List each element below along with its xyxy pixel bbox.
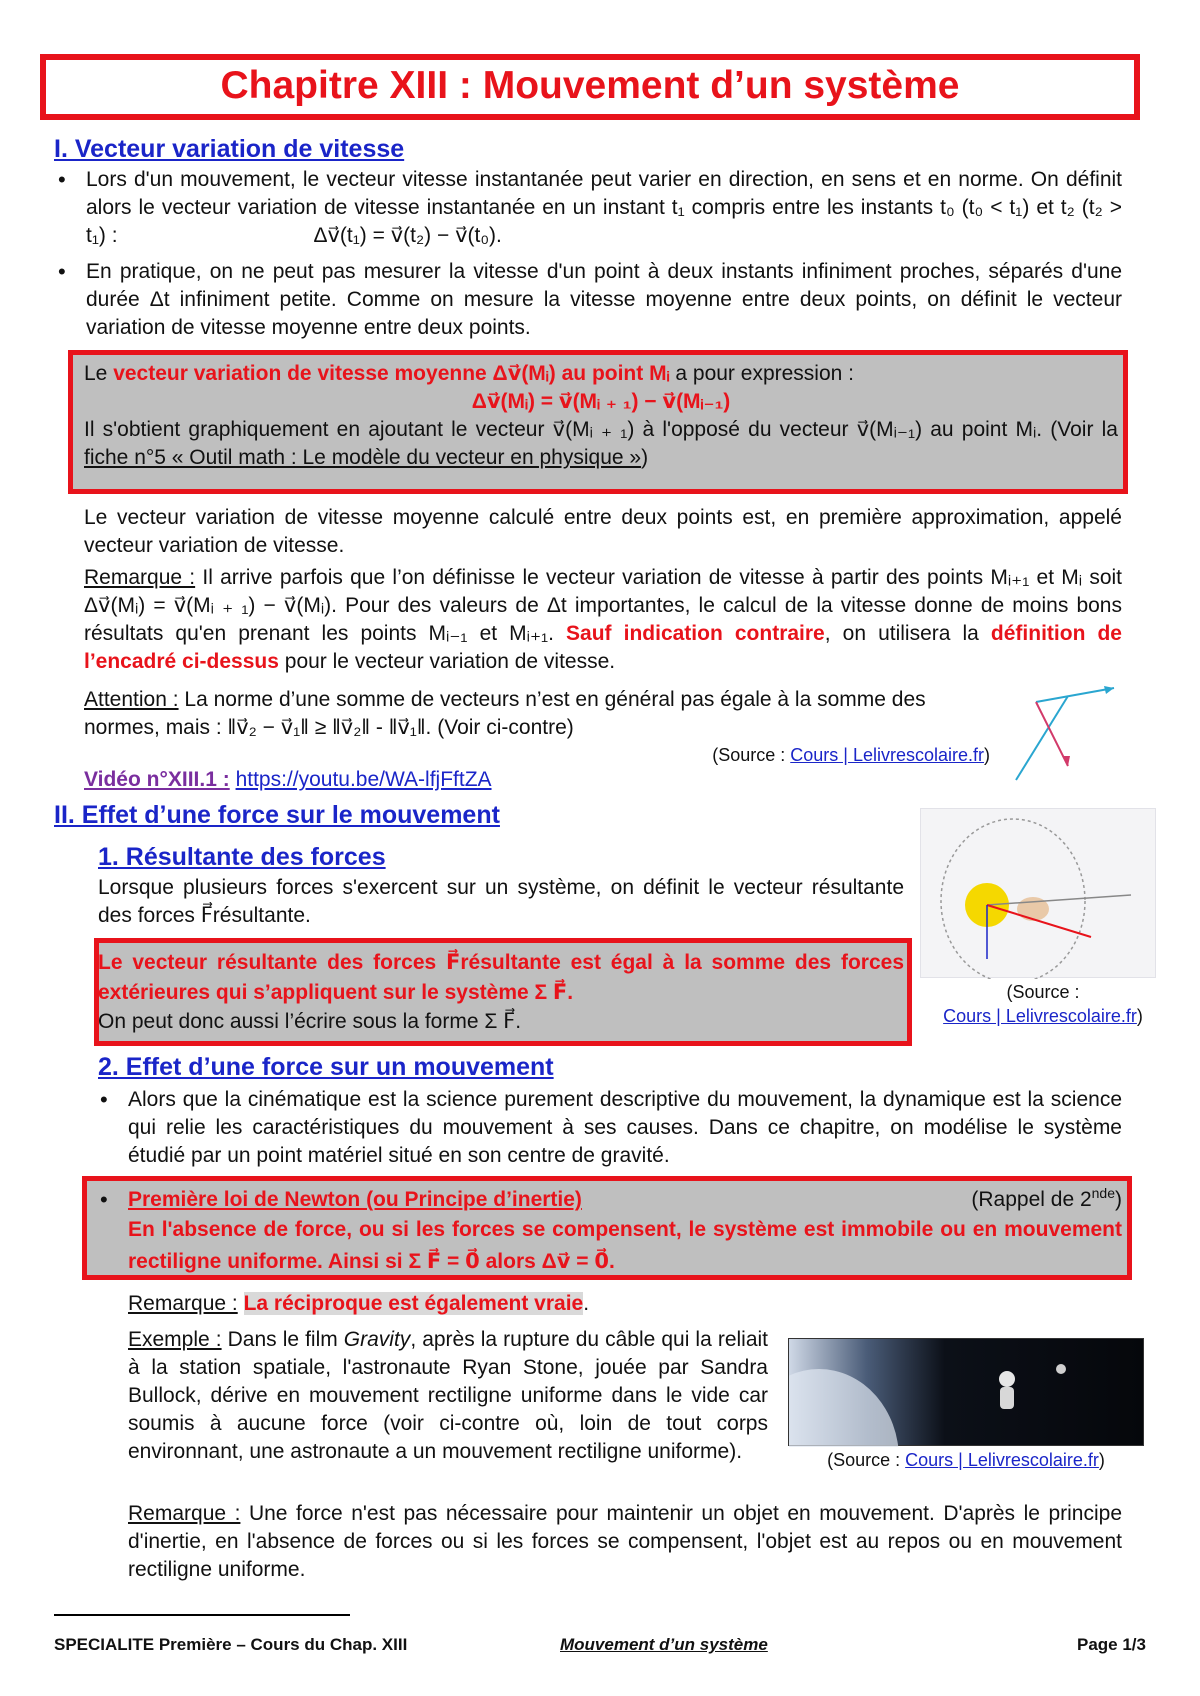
newton-rappel: [971, 1186, 1122, 1214]
bullet-dynamics: • Alors que la cinématique est la science purement descriptive du mouvement, la dynamique est la science qui relie les caractéristiques du mouvement à ses causes. Dans ce chapitre, on modélise le système étudié par un point matériel situé en son centre de gravité.: [98, 1086, 1122, 1170]
formula-instant: Δv⃗(t₁) = v⃗(t₂) − v⃗(t₀).: [313, 224, 502, 247]
approximation-paragraph: Le vecteur variation de vitesse moyenne calculé entre deux points est, en première approximation, appelé vecteur variation de vitesse.: [84, 506, 1122, 557]
source-1-link[interactable]: Cours | Lelivrescolaire.fr: [790, 745, 984, 765]
newton-content: [98, 1186, 1122, 1278]
rappel-text: (Rappel de 2: [971, 1188, 1092, 1211]
remark-label: Remarque :: [128, 1502, 241, 1525]
example-label: Exemple :: [128, 1328, 222, 1351]
astronaut-shape: [1056, 1364, 1066, 1374]
source-post: ): [984, 745, 990, 765]
attention-label: Attention :: [84, 688, 179, 711]
source-3: [788, 1448, 1144, 1472]
bullet-mean-variation: • En pratique, on ne peut pas mesurer la vitesse d'un point à deux instants infiniment proches, séparés d'une durée Δt infiniment petite. Comme on mesure la vitesse moyenne entre deux points, on définit le vecteur variation de vitesse moyenne entre deux points.: [56, 258, 1122, 342]
astronaut-shape: [1000, 1387, 1014, 1409]
source-pre: (Source :: [827, 1450, 906, 1470]
video-line: [84, 766, 492, 794]
remark-label: Remarque :: [128, 1292, 238, 1315]
remark-emphasis: Sauf indication contraire: [566, 622, 825, 645]
video-link[interactable]: https://youtu.be/WA-lfjFftZA: [235, 768, 492, 791]
def-end: ): [641, 446, 649, 469]
vector-v1-line: [1016, 696, 1068, 780]
remark-3: [128, 1500, 1122, 1584]
newton-statement: En l'absence de force, ou si les forces se compensent, le système est immobile ou en mouvement rectiligne uniforme. Ainsi si Σ F⃗ = 0⃗ alors Δv⃗ = 0⃗.: [128, 1218, 1122, 1273]
remark-1: [84, 564, 1122, 676]
rappel-end: ): [1115, 1188, 1122, 1211]
def-intro: Le: [84, 362, 114, 385]
remark-text: pour le vecteur variation de vitesse.: [278, 650, 616, 673]
remark-end: .: [583, 1292, 590, 1315]
rappel-sup: nde: [1091, 1185, 1115, 1201]
force-line: [987, 895, 1131, 905]
video-label: Vidéo n°XIII.1 :: [84, 768, 230, 791]
remark-text: Une force n'est pas nécessaire pour maintenir un objet en mouvement. D'après le principe d'inertie, en l'absence de forces ou si les forces se compensent, l'objet est au repos ou en mouvement rectiligne uniforme.: [128, 1502, 1122, 1581]
film-title: Gravity: [343, 1328, 411, 1351]
source-3-link[interactable]: Cours | Lelivrescolaire.fr: [905, 1450, 1099, 1470]
footer-rule: [54, 1614, 350, 1616]
source-pre: (Source :: [712, 745, 791, 765]
source-1: [680, 744, 990, 766]
orbit-figure: [920, 808, 1156, 978]
fiche-link[interactable]: fiche n°5 « Outil math : Le modèle du vecteur en physique »: [84, 446, 642, 469]
remark-emphasis: La réciproque est également vraie: [243, 1292, 584, 1315]
earth-shape: [789, 1369, 899, 1447]
subsection-2-heading: 2. Effet d’une force sur un mouvement: [98, 1053, 554, 1081]
footer-left: SPECIALITE Première – Cours du Chap. XIII: [54, 1635, 408, 1654]
attention-text: La norme d’une somme de vecteurs n’est en général pas égale à la somme des normes, mais : ‖v⃗₂ − v⃗₁‖ ≥ ‖v⃗₂‖ - ‖v⃗₁‖. (Voir ci-contre): [84, 688, 926, 739]
source-post: ): [1136, 1006, 1143, 1026]
remark-emphasis: définition de l’encadré ci-dessus: [84, 622, 1122, 673]
newton-law: [98, 1186, 1122, 1278]
bullet-text: Lors d'un mouvement, le vecteur vitesse instantanée peut varier en direction, en sens et en norme. On définit alors le vecteur variation de vitesse instantanée en un instant t₁ compris entre les instants t₀ (t₀ < t₁) et t₂ (t₂ > t₁) :: [86, 168, 1122, 247]
arrow-head: [1062, 756, 1070, 766]
subsection-1-heading: 1. Résultante des forces: [98, 843, 386, 871]
source-pre: (Source :: [1006, 982, 1080, 1002]
source-2: [930, 980, 1156, 1028]
remark-text: , on utilisera la: [824, 622, 991, 645]
astronaut-shape: [999, 1371, 1015, 1387]
gravity-image: [788, 1338, 1144, 1446]
example-gravity: [128, 1326, 768, 1466]
def-line3: Il s'obtient graphiquement en ajoutant le vecteur v⃗(Mᵢ ₊ ₁) à l'opposé du vecteur v⃗(Mᵢ₋₁) au point Mᵢ. (Voir la: [84, 418, 1118, 441]
footer-page: Page 1/3: [1077, 1635, 1146, 1654]
source-2-link[interactable]: Cours | Lelivrescolaire.fr: [943, 1006, 1137, 1026]
resultant-box-content: [98, 948, 904, 1036]
source-post: ): [1098, 1450, 1105, 1470]
resultant-definition: Le vecteur résultante des forces F⃗résultante est égal à la somme des forces extérieures qui s’appliquent sur le système Σ F⃗.: [98, 951, 904, 1004]
astronaut-scene: [789, 1339, 1145, 1447]
section-1-heading: I. Vecteur variation de vitesse: [54, 135, 405, 163]
def-after: a pour expression :: [669, 362, 854, 385]
example-text: Dans le film: [221, 1328, 344, 1351]
dynamics-bullets: [98, 1086, 1122, 1170]
resultant-sum-note: On peut donc aussi l’écrire sous la forme Σ F⃗.: [98, 1010, 522, 1033]
page-title: Chapitre XIII : Mouvement d’un système: [220, 64, 960, 107]
newton-title: Première loi de Newton (ou Principe d’inertie): [128, 1188, 582, 1211]
orbit-diagram: [921, 809, 1157, 979]
section-1-bullets: [56, 166, 1122, 342]
remark-label: Remarque :: [84, 566, 196, 589]
definition-content: [84, 360, 1118, 472]
example-text: , après la rupture du câble qui la reliait à la station spatiale, l'astronaute Ryan Stone, jouée par Sandra Bullock, dérive en mouvement rectiligne uniforme dans le vide car soumis à aucune force (voir ci-contre où, loin de tout corps environnant, une astronaute a un mouvement rectiligne uniforme).: [128, 1328, 769, 1463]
def-term: vecteur variation de vitesse moyenne Δv⃗(Mᵢ) au point Mᵢ: [113, 362, 670, 385]
remark-2: [128, 1290, 589, 1318]
footer-center: Mouvement d’un système: [560, 1635, 768, 1654]
def-formula: Δv⃗(Mᵢ) = v⃗(Mᵢ ₊ ₁) − v⃗(Mᵢ₋₁): [471, 390, 731, 413]
bullet-instant-variation: [56, 166, 1122, 250]
vector-v2-line: [1036, 688, 1114, 702]
resultant-intro: Lorsque plusieurs forces s'exercent sur un système, on définit le vecteur résultante des forces F⃗résultante.: [98, 876, 904, 927]
vector-difference-diagram: [1006, 676, 1126, 786]
attention-note: [84, 686, 1004, 742]
section-2-heading: II. Effet d’une force sur le mouvement: [54, 801, 500, 829]
arrow-head: [1104, 686, 1114, 694]
remark-text: Il arrive parfois que l’on définisse le vecteur variation de vitesse à partir des points Mᵢ₊₁ et Mᵢ soit Δv⃗(Mᵢ) = v⃗(Mᵢ ₊ ₁) − v⃗(Mᵢ). Pour des valeurs de Δt importantes, le calcul de la vitesse donne de moins bons résultats qu'en prenant les points Mᵢ₋₁ et Mᵢ₊₁.: [84, 566, 1122, 645]
